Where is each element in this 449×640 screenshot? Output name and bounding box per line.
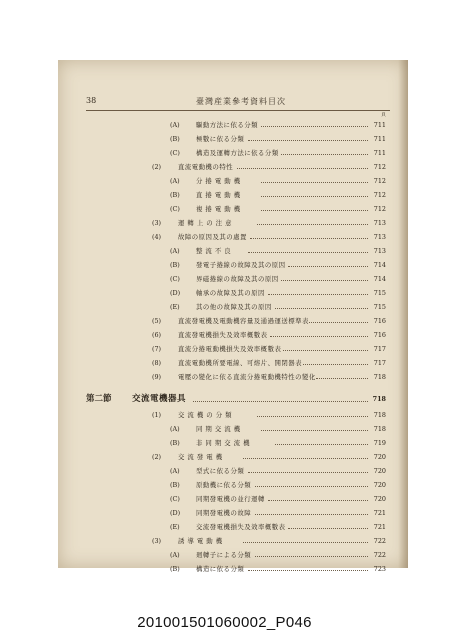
toc-entry-page: 718 (373, 425, 386, 433)
toc-entry-label: (B) (170, 191, 180, 199)
toc-dot-leader (250, 238, 368, 239)
toc-row (86, 450, 386, 464)
toc-entry-title: 直流發電機損失及效率概數表 (178, 331, 268, 339)
page-header (86, 96, 390, 108)
toc-entry-title: 誘 導 電 動 機 (178, 537, 223, 545)
toc-entry-label: (A) (170, 425, 180, 433)
toc-entry-title: 同期發電機の故障 (196, 509, 252, 517)
toc-dot-leader (255, 556, 368, 557)
toc-dot-leader (248, 472, 368, 473)
toc-dot-leader (255, 486, 368, 487)
toc-dot-leader (261, 126, 368, 127)
toc-entry-label: (8) (152, 359, 162, 367)
toc-entry-page: 716 (373, 317, 386, 325)
toc-entry-page: 715 (373, 289, 386, 297)
running-title: 臺灣産業參考資料目次 (196, 97, 286, 106)
toc-row (86, 506, 386, 520)
toc-entry-page: 721 (373, 523, 386, 531)
toc-entry-label: (B) (170, 565, 180, 573)
toc-row (86, 258, 386, 272)
toc-entry-page: 714 (373, 275, 386, 283)
toc-dot-leader (261, 210, 368, 211)
toc-row (86, 244, 386, 258)
toc-entry-page: 712 (373, 163, 386, 171)
toc-entry-page: 720 (373, 495, 386, 503)
toc-entry-title: 原動機に依る分類 (196, 481, 252, 489)
toc-entry-label: (C) (170, 495, 180, 503)
toc-entry-page: 718 (373, 373, 386, 381)
toc-row (86, 534, 386, 548)
toc-dot-leader (193, 401, 368, 402)
toc-dot-leader (261, 182, 368, 183)
toc-entry-title: 直流分捲電動機損失及效率概數表 (178, 345, 282, 353)
toc-entry-page: 720 (373, 453, 386, 461)
toc-entry-title: 型式に依る分類 (196, 467, 245, 475)
toc-entry-page: 717 (373, 345, 386, 353)
toc-entry-label: (B) (170, 439, 180, 447)
toc-entry-title: 廻轉子による分類 (196, 551, 252, 559)
toc-entry-label: (B) (170, 481, 180, 489)
toc-entry-page: 720 (373, 481, 386, 489)
toc-entry-label: (2) (152, 453, 162, 461)
toc-dot-leader (248, 570, 368, 571)
toc-entry-label: (A) (170, 467, 180, 475)
toc-entry-title: 界磁捲線の故障及其の原因 (196, 275, 279, 283)
toc-entry-label: (E) (170, 523, 180, 531)
toc-dot-leader (275, 308, 368, 309)
toc-dot-leader (303, 364, 368, 365)
toc-dot-leader (281, 154, 368, 155)
toc-dot-leader (288, 266, 368, 267)
book-page (58, 60, 408, 573)
toc-entry-page: 713 (373, 233, 386, 241)
toc-row (86, 146, 386, 160)
toc-entry-title: 非 同 期 交 流 機 (196, 439, 251, 447)
toc-entry-page: 713 (373, 219, 386, 227)
toc-entry-title: 同 期 交 流 機 (196, 425, 241, 433)
toc-entry-label: (D) (170, 289, 181, 297)
toc-dot-leader (248, 140, 368, 141)
toc-entry-page: 719 (373, 439, 386, 447)
toc-entry-title: 交 流 機 の 分 類 (178, 411, 233, 419)
toc-row (86, 370, 386, 384)
toc-dot-leader (257, 224, 368, 225)
toc-entry-title: 電壓の變化に依る直流分捲電動機特性の變化 (178, 373, 316, 381)
toc-entry-label: (C) (170, 205, 180, 213)
toc-entry-page: 711 (373, 121, 386, 129)
toc-entry-title: 構造に依る分類 (196, 565, 245, 573)
toc-row (86, 492, 386, 506)
page-column-mark-text: 頁 (380, 112, 386, 118)
toc-row (86, 520, 386, 534)
toc-entry-title: 直流電動機所要電線、可熔片、開閉器表 (178, 359, 303, 367)
toc-entry-title: 交流電機器具 (132, 394, 187, 404)
toc-dot-leader (268, 500, 368, 501)
toc-entry-title: 運 轉 上 の 注 意 (178, 219, 233, 227)
toc-row (86, 436, 386, 450)
toc-row (86, 300, 386, 314)
toc-entry-title: 其の他の故障及其の原因 (196, 303, 272, 311)
toc-entry-page: 713 (373, 247, 386, 255)
toc-entry-title: 分 捲 電 動 機 (196, 177, 241, 185)
toc-row (86, 548, 386, 562)
image-caption: 201001501060002_P046 (137, 614, 312, 631)
toc-dot-leader (243, 542, 368, 543)
toc-entry-page: 712 (373, 205, 386, 213)
toc-entry-title: 複 捲 電 動 機 (196, 205, 241, 213)
toc-entry-page: 722 (373, 537, 386, 545)
table-of-contents (86, 112, 386, 576)
toc-entry-label: (4) (152, 233, 162, 241)
toc-row (86, 272, 386, 286)
toc-row (86, 118, 386, 132)
toc-entry-label: (9) (152, 373, 162, 381)
toc-section-row (86, 390, 386, 408)
toc-entry-label: (A) (170, 177, 180, 185)
toc-entry-title: 極數に依る分類 (196, 135, 245, 143)
toc-entry-title: 交流發電機損失及效率概數表 (196, 523, 286, 531)
toc-dot-leader (255, 514, 368, 515)
toc-row (86, 408, 386, 422)
toc-row (86, 478, 386, 492)
toc-row (86, 562, 386, 576)
toc-entry-label: (3) (152, 219, 162, 227)
toc-row (86, 464, 386, 478)
toc-entry-title: 整 流 不 良 (196, 247, 232, 255)
toc-entry-page: 711 (373, 135, 386, 143)
toc-entry-label: (C) (170, 149, 180, 157)
toc-row (86, 342, 386, 356)
toc-entry-title: 直 捲 電 動 機 (196, 191, 241, 199)
toc-entry-label: (C) (170, 275, 180, 283)
toc-entry-title: 驅動方法に依る分類 (196, 121, 259, 129)
toc-row (86, 174, 386, 188)
toc-row (86, 230, 386, 244)
toc-dot-leader (270, 336, 368, 337)
toc-dot-leader (237, 168, 368, 169)
toc-entry-label: (1) (152, 411, 162, 419)
toc-dot-leader (283, 350, 368, 351)
toc-entry-label: (7) (152, 345, 162, 353)
toc-dot-leader (316, 378, 368, 379)
toc-dot-leader (288, 528, 368, 529)
toc-entry-page: 717 (373, 359, 386, 367)
toc-row (86, 160, 386, 174)
toc-entry-page: 712 (373, 177, 386, 185)
toc-row (86, 188, 386, 202)
toc-entry-page: 718 (373, 411, 386, 419)
toc-row (86, 286, 386, 300)
toc-entry-label: (3) (152, 537, 162, 545)
toc-entry-page: 712 (373, 191, 386, 199)
toc-entry-title: 軸承の故障及其の原因 (196, 289, 265, 297)
toc-entry-title: 構造及運轉方法に依る分類 (196, 149, 279, 157)
toc-entry-title: 發電子捲線の故障及其の原因 (196, 261, 286, 269)
toc-entry-page: 722 (373, 551, 386, 559)
toc-entry-title: 直流電動機の特性 (178, 163, 234, 171)
toc-dot-leader (275, 444, 368, 445)
toc-entry-label: (2) (152, 163, 162, 171)
toc-entry-title: 故障の原因及其の處置 (178, 233, 247, 241)
toc-row (86, 132, 386, 146)
toc-row (86, 356, 386, 370)
toc-entry-title: 交 流 發 電 機 (178, 453, 223, 461)
toc-dot-leader (257, 416, 368, 417)
toc-row (86, 328, 386, 342)
toc-row (86, 202, 386, 216)
header-rule (86, 110, 390, 111)
toc-row (86, 314, 386, 328)
toc-dot-leader (309, 322, 368, 323)
toc-entry-page: 715 (373, 303, 386, 311)
toc-dot-leader (261, 196, 368, 197)
toc-dot-leader (281, 280, 368, 281)
toc-entry-label: (B) (170, 135, 180, 143)
toc-entry-label: (B) (170, 261, 180, 269)
toc-entry-label: (A) (170, 247, 180, 255)
toc-row (86, 422, 386, 436)
toc-entry-page: 718 (372, 395, 386, 403)
toc-entry-page: 716 (373, 331, 386, 339)
toc-entry-label: (A) (170, 121, 180, 129)
toc-entry-page: 721 (373, 509, 386, 517)
page-number: 38 (86, 96, 97, 105)
toc-entry-page: 711 (373, 149, 386, 157)
toc-entry-page: 723 (373, 565, 386, 573)
toc-entry-page: 714 (373, 261, 386, 269)
toc-entry-label: (5) (152, 317, 162, 325)
toc-entry-label: (A) (170, 551, 180, 559)
toc-entry-page: 720 (373, 467, 386, 475)
toc-dot-leader (243, 458, 368, 459)
toc-entry-label: 第二節 (86, 394, 112, 404)
toc-entry-label: (6) (152, 331, 162, 339)
toc-entry-title: 同期發電機の並行運轉 (196, 495, 265, 503)
toc-dot-leader (248, 252, 368, 253)
toc-entry-label: (E) (170, 303, 180, 311)
toc-dot-leader (261, 430, 368, 431)
toc-dot-leader (268, 294, 368, 295)
toc-entry-title: 直流發電機及電動機容量及通過運送標準表 (178, 317, 309, 325)
toc-entry-label: (D) (170, 509, 181, 517)
toc-row (86, 216, 386, 230)
